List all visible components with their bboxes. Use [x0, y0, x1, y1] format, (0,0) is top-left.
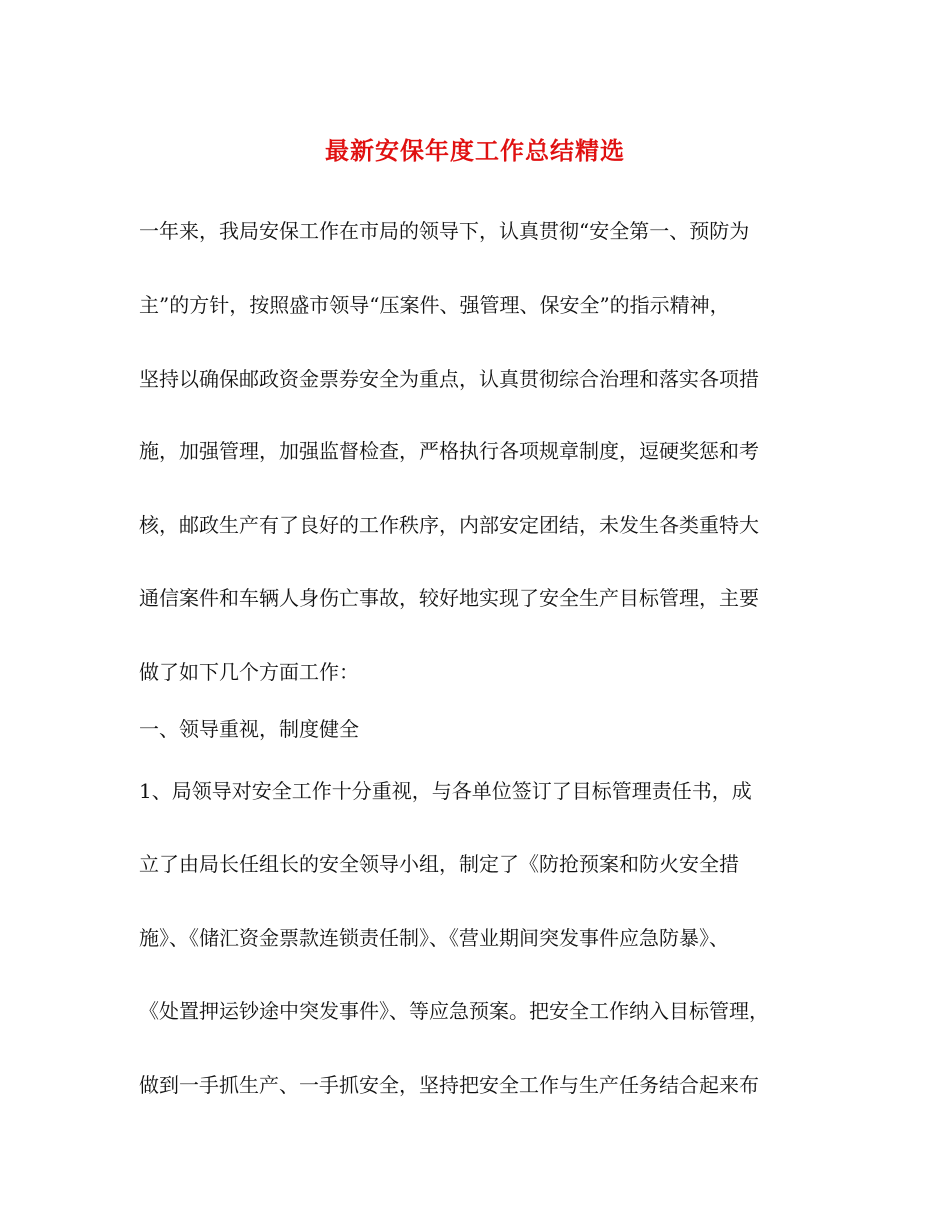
body-line: 一年来，我局安保工作在市局的领导下，认真贯彻“安全第一、预防为	[139, 219, 750, 243]
body-line: 立了由局长任组长的安全领导小组，制定了《防抢预案和防火安全措	[139, 852, 739, 876]
body-line: 1、局领导对安全工作十分重视，与各单位签订了目标管理责任书，成	[139, 779, 752, 803]
section-heading: 一、领导重视，制度健全	[139, 717, 359, 741]
body-line: 主”的方针，按照盛市领导“压案件、强管理、保安全”的指示精神，	[139, 293, 730, 317]
body-line: 坚持以确保邮政资金票券安全为重点，认真贯彻综合治理和落实各项措	[139, 367, 759, 391]
body-line: 做了如下几个方面工作：	[139, 660, 359, 684]
body-line: 《处置押运钞途中突发事件》、等应急预案。把安全工作纳入目标管理，	[139, 999, 769, 1023]
body-line: 施，加强管理，加强监督检查，严格执行各项规章制度，逗硬奖惩和考	[139, 439, 759, 463]
body-line: 做到一手抓生产、一手抓安全，坚持把安全工作与生产任务结合起来布	[139, 1073, 759, 1097]
body-line: 施》、《储汇资金票款连锁责任制》、《营业期间突发事件应急防暴》、	[139, 926, 729, 950]
body-line: 核，邮政生产有了良好的工作秩序，内部安定团结，未发生各类重特大	[139, 513, 759, 537]
body-line: 通信案件和车辆人身伤亡事故，较好地实现了安全生产目标管理，主要	[139, 586, 759, 610]
document-title: 最新安保年度工作总结精选	[325, 136, 625, 165]
